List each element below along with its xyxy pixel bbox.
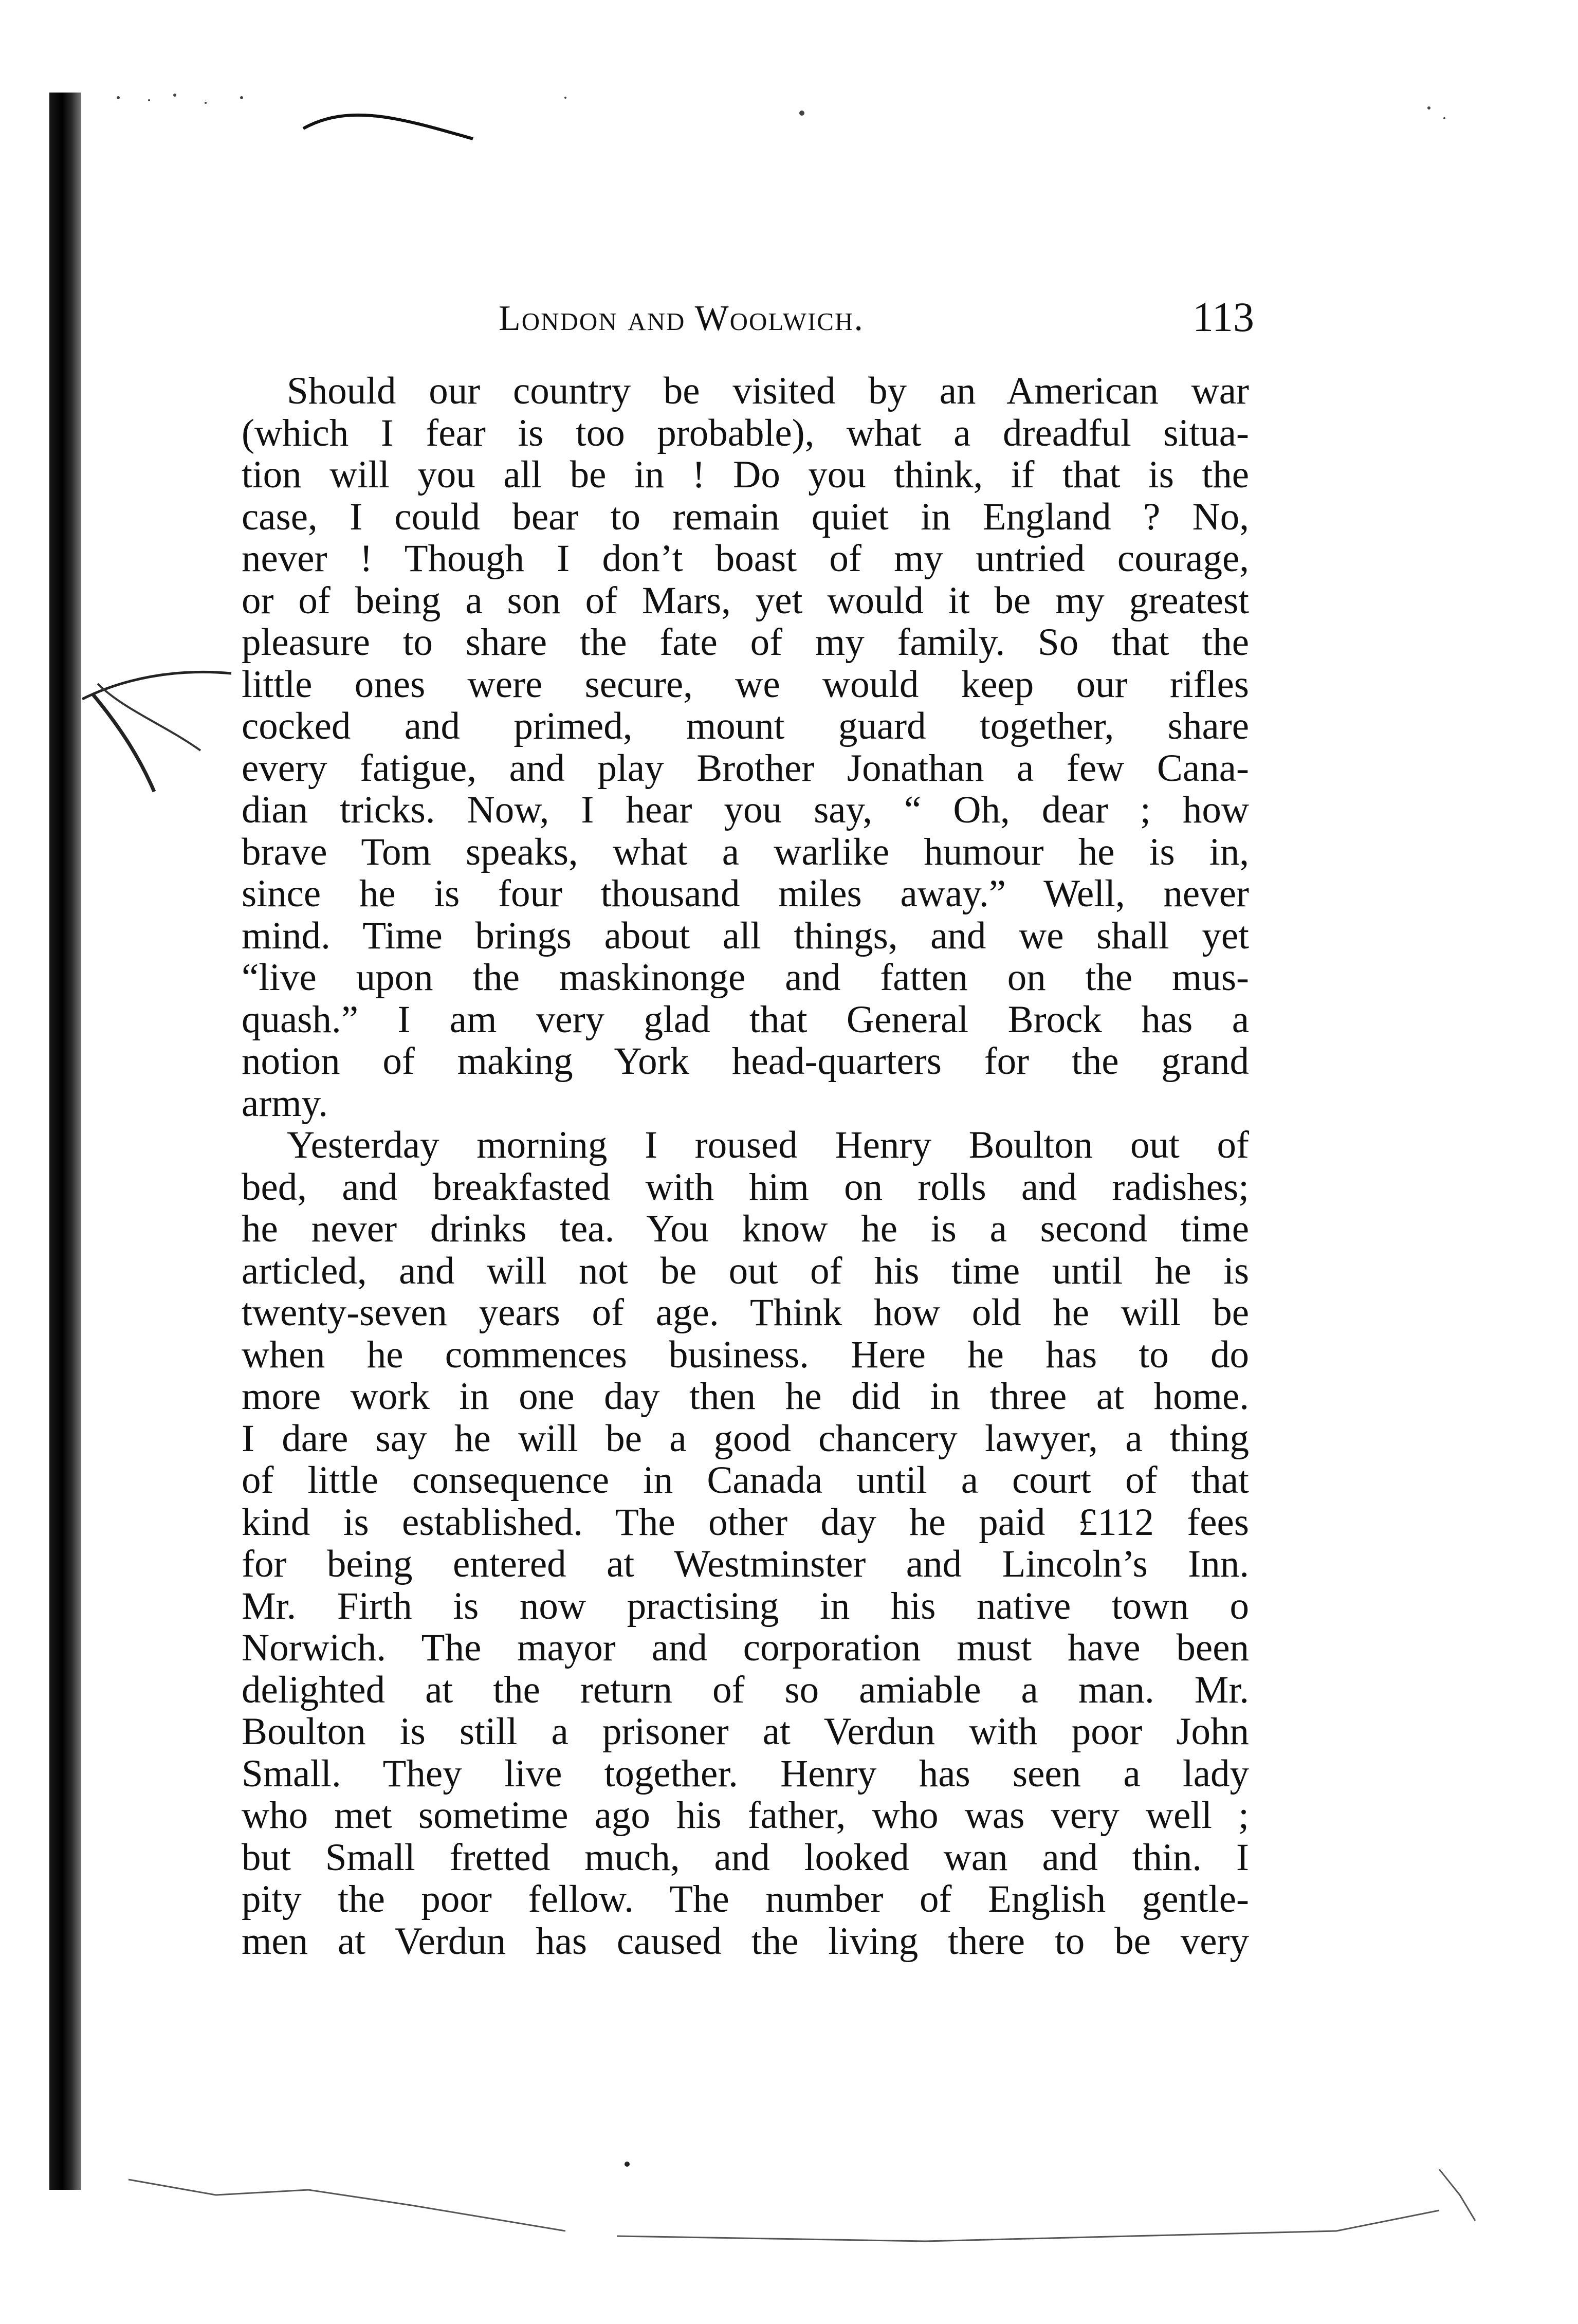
text-line: I dare say he will be a good chancery lawyer, a thing [242, 1417, 1249, 1460]
body-text [242, 370, 1249, 1962]
running-title: London and Woolwich. [499, 299, 864, 338]
text-line: mind. Time brings about all things, and we shall yet [242, 914, 1249, 957]
text-line: Boulton is still a prisoner at Verdun with poor John [242, 1710, 1249, 1753]
text-line: “live upon the maskinonge and fatten on the mus- [242, 956, 1249, 999]
text-line: for being entered at Westminster and Lincoln’s Inn. [242, 1543, 1249, 1585]
text-line: since he is four thousand miles away.” Well, never [242, 872, 1249, 915]
text-line: brave Tom speaks, what a warlike humour he is in, [242, 830, 1249, 873]
text-line: Norwich. The mayor and corporation must have been [242, 1626, 1249, 1669]
binding-thread [62, 607, 247, 802]
text-line: he never drinks tea. You know he is a second time [242, 1207, 1249, 1250]
text-line: notion of making York head-quarters for the grand [242, 1040, 1249, 1083]
text-line: pity the poor fellow. The number of English gentle- [242, 1878, 1249, 1920]
running-head [242, 288, 1254, 344]
scan-artifacts-top [0, 0, 1578, 164]
text-line: or of being a son of Mars, yet would it be my greatest [242, 579, 1249, 622]
text-line: quash.” I am very glad that General Brock has a [242, 998, 1249, 1041]
text-line: Yesterday morning I roused Henry Boulton out of [287, 1124, 1249, 1166]
text-line: when he commences business. Here he has to do [242, 1333, 1249, 1376]
text-line: army. [242, 1082, 328, 1125]
text-line: tion will you all be in ! Do you think, if that is the [242, 453, 1249, 496]
text-line: never ! Though I don’t boast of my untried courage, [242, 537, 1249, 580]
text-line: of little consequence in Canada until a court of that [242, 1459, 1249, 1502]
text-line: every fatigue, and play Brother Jonathan a few Cana- [242, 746, 1249, 790]
text-line: Should our country be visited by an American war [287, 370, 1249, 412]
text-line: bed, and breakfasted with him on rolls and radishes; [242, 1165, 1249, 1209]
text-line: kind is established. The other day he paid £112 fees [242, 1500, 1249, 1544]
page-binding-edge [49, 93, 81, 2190]
text-line: cocked and primed, mount guard together, share [242, 705, 1249, 747]
text-line: (which I fear is too probable), what a dreadful situa- [242, 411, 1249, 454]
text-line: twenty-seven years of age. Think how old he will be [242, 1291, 1249, 1334]
text-line: who met sometime ago his father, who was very well ; [242, 1794, 1249, 1837]
text-line: men at Verdun has caused the living there to be very [242, 1919, 1249, 1963]
scan-artifacts-bottom [0, 2149, 1578, 2324]
text-line: case, I could bear to remain quiet in England ? No, [242, 495, 1249, 538]
text-line: Mr. Firth is now practising in his native town o [242, 1584, 1249, 1627]
text-line: Small. They live together. Henry has seen a lady [242, 1752, 1249, 1795]
page-number: 113 [1192, 294, 1254, 340]
text-line: more work in one day then he did in three at home. [242, 1375, 1249, 1418]
text-line: delighted at the return of so amiable a man. Mr. [242, 1668, 1249, 1711]
text-line: but Small fretted much, and looked wan and thin. I [242, 1836, 1249, 1879]
text-line: little ones were secure, we would keep our rifles [242, 663, 1249, 706]
text-line: articled, and will not be out of his time until he is [242, 1249, 1249, 1292]
text-line: dian tricks. Now, I hear you say, “ Oh, dear ; how [242, 789, 1249, 831]
text-line: pleasure to share the fate of my family. So that the [242, 621, 1249, 664]
